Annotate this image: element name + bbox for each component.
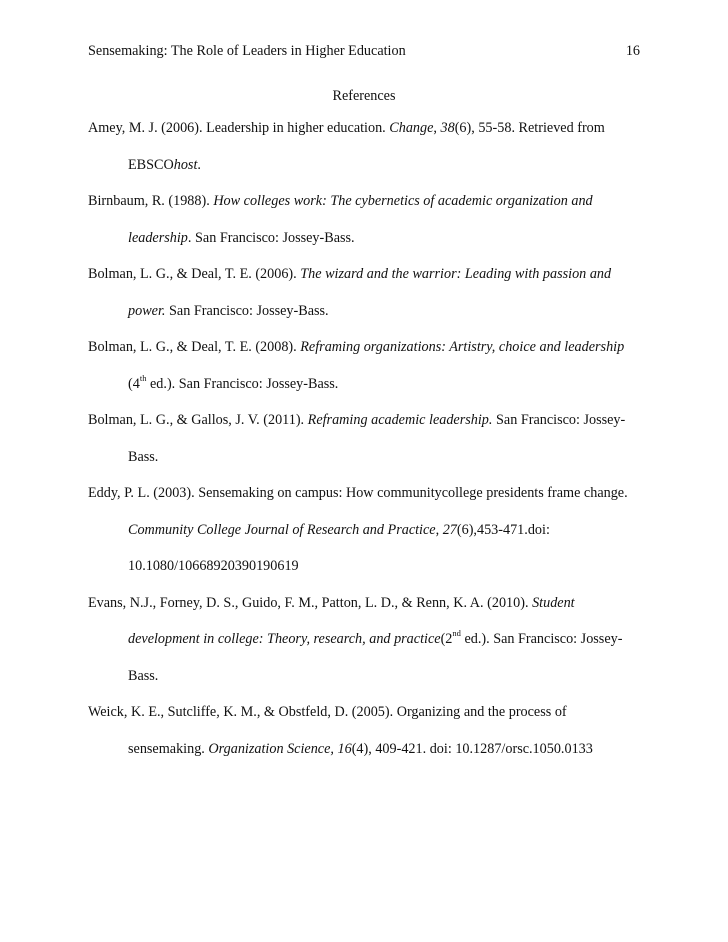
reference-line [88,658,648,695]
text-segment: Birnbaum, R. (1988). [88,193,214,209]
italic-text: host [173,156,198,173]
italic-text: Student [532,594,575,611]
text-segment: Bolman, L. G., & Deal, T. E. (2008). [88,339,301,355]
italic-text: power. [128,302,166,319]
reference-line [88,548,648,585]
text-segment: sensemaking. [128,740,209,757]
italic-text: The wizard and the warrior: Leading with passion and [300,266,612,282]
text-segment: Bass. [128,667,159,684]
reference-entry [88,694,648,767]
reference-line [88,366,648,403]
text-segment: San Francisco: Jossey-Bass. [165,302,329,319]
references-heading: References [332,88,396,104]
italic-text: leadership [128,229,188,246]
reference-line [88,293,648,330]
reference-line [88,329,648,366]
reference-line [88,220,648,257]
reference-line [88,585,648,622]
text-segment: San Francisco: Jossey- [492,412,626,428]
text-segment: Eddy, P. L. (2003). Sensemaking on campus: How communitycollege presidents frame change. [88,485,628,501]
italic-text: Reframing organizations: Artistry, choice and leadership [300,339,625,355]
reference-entry [88,329,648,402]
reference-line [88,512,648,549]
italic-text: Change [389,120,434,136]
reference-line [88,439,648,476]
text-segment: (6),453-471.doi: [456,521,550,538]
text-segment: ed.). San Francisco: Jossey-Bass. [146,375,339,392]
reference-line [88,694,648,731]
text-segment: . [197,156,201,173]
italic-text: Community College Journal of Research and Practice [128,521,436,538]
superscript: nd [452,628,461,639]
superscript: th [139,372,147,383]
reference-list [88,110,648,767]
text-segment: 10.1080/10668920390190619 [128,558,299,574]
italic-text: development in college: Theory, research, and practice [128,631,441,647]
reference-entry [88,585,648,695]
reference-line [88,475,648,512]
text-segment: Bolman, L. G., & Deal, T. E. (2006). [88,266,301,282]
text-segment: Evans, N.J., Forney, D. S., Guido, F. M., Patton, L. D., & Renn, K. A. (2010). [88,594,533,611]
text-segment: ed.). San Francisco: Jossey- [460,631,623,647]
text-segment: , [435,521,443,538]
text-segment: Weick, K. E., Sutcliffe, K. M., & Obstfeld, D. (2005). Organizing and the process of [88,704,567,720]
reference-line [88,110,648,147]
reference-entry [88,256,648,329]
text-segment: EBSCO [128,156,174,173]
reference-line [88,731,648,768]
text-segment: (2 [440,631,453,647]
reference-line [88,402,648,439]
running-head-title: Sensemaking: The Role of Leaders in Higher Education [88,43,406,59]
italic-text: Reframing academic leadership. [307,412,493,428]
reference-line [88,147,648,184]
text-segment: Bass. [128,448,159,465]
reference-line [88,621,648,658]
italic-text: 27 [442,521,457,538]
reference-entry [88,110,648,183]
italic-text: How colleges work: The cybernetics of academic organization and [213,193,593,209]
text-segment: (4 [128,375,140,392]
reference-entry [88,475,648,585]
text-segment: Amey, M. J. (2006). Leadership in higher education. [88,120,390,136]
reference-line [88,183,648,220]
text-segment: Bolman, L. G., & Gallos, J. V. (2011). [88,412,308,428]
reference-entry [88,183,648,256]
text-segment: (6), 55-58. Retrieved from [454,120,605,136]
italic-text: Organization Science, 16 [208,740,352,757]
italic-text: 38 [440,120,455,136]
text-segment: , [433,120,441,136]
page-number: 16 [625,43,640,59]
text-segment: (4), 409-421. doi: 10.1287/orsc.1050.0133 [351,740,593,757]
text-segment: . San Francisco: Jossey-Bass. [187,229,355,246]
reference-line [88,256,648,293]
reference-entry [88,402,648,475]
